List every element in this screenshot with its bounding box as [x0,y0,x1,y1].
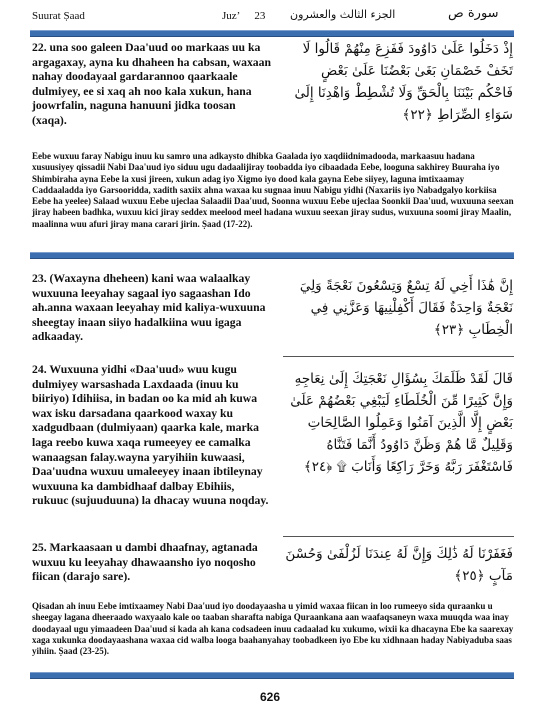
verse-22-arabic: إِذْ دَخَلُوا عَلَىٰ دَاوُودَ فَفَزِعَ مِنْهُمْ قَالُوا لَا تَخَفْ خَصْمَانِ بَغَىٰ بَعْضُنَا عَلَىٰ بَعْضٍ فَاحْكُم بَيْنَنَا بِالْحَقِّ وَلَا تُشْطِطْ وَاهْدِنَا إِلَىٰ سَوَاءِ الصِّرَاطِ ﴿٢٢﴾ [294,41,513,123]
juz-label: Juz’ [222,10,241,22]
surah-name: Suurat Ṣaad [32,10,85,22]
section-divider-bar [30,252,514,259]
verse-23-arabic: إِنَّ هَٰذَا أَخِي لَهُ تِسْعٌ وَتِسْعُونَ نَعْجَةً وَلِيَ نَعْجَةٌ وَاحِدَةٌ فَقَالَ أَكْفِلْنِيهَا وَعَزَّنِي فِي الْخِطَابِ ﴿٢٣﴾ [299,278,513,338]
verse-25-translation: 25. Markaasaan u dambi dhaafnay, agtanada wuxuu ku leeyahay dhawaansho iyo noqosho fiican (darajo sare). [32,541,258,584]
footer-divider-bar [30,672,514,679]
juz-number: 23 [254,10,266,22]
page-number: 626 [259,690,281,704]
page-header [0,0,540,30]
commentary-23-25: Qisadan ah inuu Eebe imtixaamey Nabi Daa'uud iyo doodayaasha u yimid waxaa fiican in loo rumeeyo sida quraanku u sheegay lagana dheeraado waxyaalo kale oo taaban sharafta nabiga Quraankana aan waafaqsaneyn waxa muuqda waa inay doodayaal ugu yimaadeen Daa'uud si kada ah kana codsadeen inuu cadaalad ku xukumo, wixii ka dhacayna Ebe ka saarexay xaga xukunka doodayaashana waxaa cid walba looga baahanyahay toobadkeen iyo Ebe ku xidhnaan haday Nabiyaduba saas yihiin. Ṣaad (23-25). [32,601,514,657]
verse-23-translation: 23. (Waxayna dheheen) kani waa walaalkay wuxuuna leeyahay sagaal iyo sagaashan Ido ah.anna waxaan leeyahay mid kaliya-wuxuuna sheegtay inaan siiyo hadalkiina wuu igaga adkaaday. [32,272,266,344]
juz-indicator [222,10,265,22]
header-divider-bar [30,30,514,37]
verse-25-arabic: فَغَفَرْنَا لَهُ ذَٰلِكَ وَإِنَّ لَهُ عِندَنَا لَزُلْفَىٰ وَحُسْنَ مَآبٍ ﴿٢٥﴾ [285,546,513,584]
commentary-17-22: Eebe wuxuu faray Nabigu inuu ku samro una adkaysto dhibka Gaalada iyo xaqdiidnimadooda, markaasuu hadana xusuusiyey qissadii Nabi Daa'uud iyo siduu ugu dadaalijiray toobadda iyo cibaadada Eebe, looguna sakhirey Buuraha iyo Shimbiraha ayna Eebe la xusi jireen, xukun adag iyo Xigmo iyo dood kala gayna Eebe siiyey, laguna imtixaamay Caddaaladda iyo Garsooridda, xadith saxiix ahna waxaa ku sugnaa inuu Nabigu yidhi (Naxariis iyo Nabadgalyo korkiisa Eebe ha yeelee) Salaad wuxuu Eebe ujeclaa Salaadii Daa'uud, Soonna wuxuu Eebe ujeclaa Soonkii Daa'uud, wuxuuna seexan jiray habeen badhka, wuxuu kici jiray seddex meelood meel hadana wuxuu seexan jiray sudus, wuxuuna soomi jiray Maalin, maalinna wuu afuri jiray mana carari jirin. Ṣaad (17-22). [32,151,514,229]
verse-divider-rule-2 [283,536,514,537]
verse-24-arabic: قَالَ لَقَدْ ظَلَمَكَ بِسُؤَالِ نَعْجَتِكَ إِلَىٰ نِعَاجِهِ وَإِنَّ كَثِيرًا مِّنَ الْخُلَطَاءِ لَيَبْغِي بَعْضُهُمْ عَلَىٰ بَعْضٍ إِلَّا الَّذِينَ آمَنُوا وَعَمِلُوا الصَّالِحَاتِ وَقَلِيلٌ مَّا هُمْ وَظَنَّ دَاوُودُ أَنَّمَا فَتَنَّاهُ فَاسْتَغْفَرَ رَبَّهُ وَخَرَّ رَاكِعًا وَأَنَابَ ۩ ﴿٢٤﴾ [290,371,513,475]
verse-24-translation: 24. Wuxuuna yidhi «Daa'uud» wuu kugu dulmiyey warsashada Laxdaada (inuu ku biiriyo) Idihiisa, in badan oo ka mid ah kuwa wax isku darsadana qaarkood waxay ku xadgudbaan (dulmiyaan) qaarka kale, marka laga reebo kuwa xaqa rumeeyey ee camalka wanaagsan falay.wayna yaryihiin kuwaasi, Daa'uudna wuxuu umaleeyey inaan ibtileynay wuxuuna ka dambidhaaf dalbay Ebihiis, rukuuc (sujuuduuna) la dhacay wuuna noqday. [32,363,269,508]
verse-22-translation: 22. una soo galeen Daa'uud oo markaas uu ka argagaxay, ayna ku dhaheen ha cabsan, waxaan nahay doodayaal gardarannoo qaarkaale dulmiyey, ee si xaq ah noo kala xukun, hana joowrfalin, naguna hanuuni jidka toosan (xaqa). [32,41,271,127]
arabic-juz-title: الجزء الثالث والعشرون [290,8,396,21]
arabic-surah-title: سورة ص [448,6,499,21]
verse-divider-rule [283,356,514,357]
